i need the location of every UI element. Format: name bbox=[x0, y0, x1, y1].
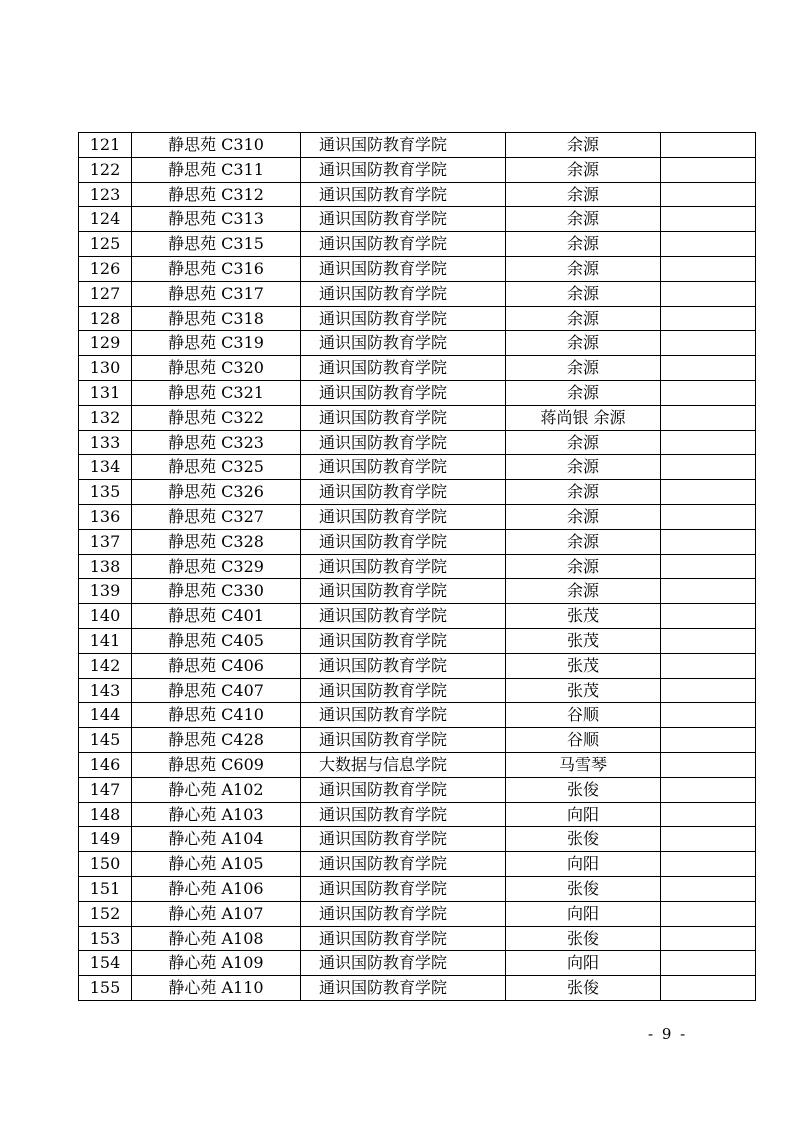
cell-note bbox=[661, 604, 756, 629]
cell-college: 通识国防教育学院 bbox=[301, 554, 506, 579]
cell-room: 静心苑 A107 bbox=[132, 901, 301, 926]
cell-person: 余源 bbox=[506, 306, 661, 331]
cell-room: 静心苑 A109 bbox=[132, 951, 301, 976]
table-row bbox=[79, 579, 756, 604]
cell-note bbox=[661, 529, 756, 554]
cell-note bbox=[661, 281, 756, 306]
cell-college: 通识国防教育学院 bbox=[301, 876, 506, 901]
cell-room: 静思苑 C329 bbox=[132, 554, 301, 579]
table-row bbox=[79, 876, 756, 901]
cell-person: 向阳 bbox=[506, 852, 661, 877]
table-row bbox=[79, 604, 756, 629]
table-row bbox=[79, 703, 756, 728]
cell-number: 132 bbox=[79, 405, 132, 430]
cell-college: 通识国防教育学院 bbox=[301, 306, 506, 331]
cell-number: 133 bbox=[79, 430, 132, 455]
cell-note bbox=[661, 653, 756, 678]
cell-number: 137 bbox=[79, 529, 132, 554]
cell-number: 127 bbox=[79, 281, 132, 306]
cell-college: 通识国防教育学院 bbox=[301, 901, 506, 926]
cell-room: 静思苑 C327 bbox=[132, 504, 301, 529]
cell-person: 余源 bbox=[506, 256, 661, 281]
cell-number: 151 bbox=[79, 876, 132, 901]
cell-college: 通识国防教育学院 bbox=[301, 405, 506, 430]
cell-room: 静思苑 C410 bbox=[132, 703, 301, 728]
table-row bbox=[79, 281, 756, 306]
cell-person: 向阳 bbox=[506, 901, 661, 926]
cell-note bbox=[661, 455, 756, 480]
cell-room: 静思苑 C315 bbox=[132, 232, 301, 257]
table-row bbox=[79, 405, 756, 430]
cell-number: 123 bbox=[79, 182, 132, 207]
cell-room: 静思苑 C310 bbox=[132, 133, 301, 158]
cell-number: 135 bbox=[79, 480, 132, 505]
cell-note bbox=[661, 157, 756, 182]
cell-person: 向阳 bbox=[506, 951, 661, 976]
cell-person: 余源 bbox=[506, 281, 661, 306]
cell-number: 141 bbox=[79, 628, 132, 653]
cell-room: 静心苑 A103 bbox=[132, 802, 301, 827]
cell-note bbox=[661, 480, 756, 505]
cell-college: 通识国防教育学院 bbox=[301, 802, 506, 827]
cell-number: 129 bbox=[79, 331, 132, 356]
table-row bbox=[79, 926, 756, 951]
cell-person: 余源 bbox=[506, 182, 661, 207]
cell-college: 通识国防教育学院 bbox=[301, 480, 506, 505]
cell-room: 静思苑 C609 bbox=[132, 752, 301, 777]
cell-person: 张俊 bbox=[506, 926, 661, 951]
cell-note bbox=[661, 182, 756, 207]
cell-college: 通识国防教育学院 bbox=[301, 133, 506, 158]
table-row bbox=[79, 380, 756, 405]
cell-note bbox=[661, 554, 756, 579]
cell-college: 通识国防教育学院 bbox=[301, 281, 506, 306]
cell-person: 余源 bbox=[506, 331, 661, 356]
cell-number: 128 bbox=[79, 306, 132, 331]
cell-college: 通识国防教育学院 bbox=[301, 455, 506, 480]
cell-note bbox=[661, 256, 756, 281]
cell-college: 通识国防教育学院 bbox=[301, 852, 506, 877]
cell-number: 124 bbox=[79, 207, 132, 232]
cell-person: 余源 bbox=[506, 430, 661, 455]
cell-college: 通识国防教育学院 bbox=[301, 529, 506, 554]
cell-room: 静思苑 C401 bbox=[132, 604, 301, 629]
table-row bbox=[79, 306, 756, 331]
table-row bbox=[79, 752, 756, 777]
table-row bbox=[79, 827, 756, 852]
cell-number: 144 bbox=[79, 703, 132, 728]
cell-number: 131 bbox=[79, 380, 132, 405]
cell-room: 静思苑 C316 bbox=[132, 256, 301, 281]
cell-room: 静思苑 C317 bbox=[132, 281, 301, 306]
cell-person: 余源 bbox=[506, 356, 661, 381]
cell-number: 155 bbox=[79, 976, 132, 1001]
cell-college: 通识国防教育学院 bbox=[301, 504, 506, 529]
cell-room: 静思苑 C323 bbox=[132, 430, 301, 455]
cell-person: 张茂 bbox=[506, 628, 661, 653]
cell-note bbox=[661, 579, 756, 604]
cell-note bbox=[661, 430, 756, 455]
cell-person: 余源 bbox=[506, 380, 661, 405]
cell-college: 通识国防教育学院 bbox=[301, 653, 506, 678]
table-row bbox=[79, 207, 756, 232]
cell-note bbox=[661, 728, 756, 753]
cell-room: 静思苑 C319 bbox=[132, 331, 301, 356]
page-number: - 9 - bbox=[648, 1025, 688, 1043]
table-row bbox=[79, 232, 756, 257]
table-row bbox=[79, 133, 756, 158]
cell-person: 张俊 bbox=[506, 777, 661, 802]
cell-college: 通识国防教育学院 bbox=[301, 926, 506, 951]
cell-person: 余源 bbox=[506, 207, 661, 232]
cell-person: 蒋尚银 余源 bbox=[506, 405, 661, 430]
table-row bbox=[79, 976, 756, 1001]
table-row bbox=[79, 653, 756, 678]
table-row bbox=[79, 455, 756, 480]
cell-college: 通识国防教育学院 bbox=[301, 157, 506, 182]
cell-college: 通识国防教育学院 bbox=[301, 232, 506, 257]
cell-room: 静思苑 C406 bbox=[132, 653, 301, 678]
cell-person: 马雪琴 bbox=[506, 752, 661, 777]
cell-person: 张茂 bbox=[506, 678, 661, 703]
cell-number: 130 bbox=[79, 356, 132, 381]
cell-number: 121 bbox=[79, 133, 132, 158]
cell-note bbox=[661, 876, 756, 901]
cell-room: 静思苑 C325 bbox=[132, 455, 301, 480]
cell-room: 静思苑 C311 bbox=[132, 157, 301, 182]
table-row bbox=[79, 529, 756, 554]
cell-note bbox=[661, 380, 756, 405]
table-body bbox=[79, 133, 756, 1001]
table-row bbox=[79, 678, 756, 703]
cell-room: 静思苑 C321 bbox=[132, 380, 301, 405]
cell-note bbox=[661, 901, 756, 926]
cell-room: 静心苑 A105 bbox=[132, 852, 301, 877]
cell-college: 通识国防教育学院 bbox=[301, 256, 506, 281]
cell-note bbox=[661, 752, 756, 777]
cell-room: 静思苑 C405 bbox=[132, 628, 301, 653]
cell-number: 148 bbox=[79, 802, 132, 827]
cell-person: 余源 bbox=[506, 133, 661, 158]
table-row bbox=[79, 157, 756, 182]
table-row bbox=[79, 852, 756, 877]
dormitory-table bbox=[78, 132, 756, 1001]
cell-college: 通识国防教育学院 bbox=[301, 182, 506, 207]
cell-person: 张俊 bbox=[506, 876, 661, 901]
cell-person: 张俊 bbox=[506, 827, 661, 852]
cell-person: 张茂 bbox=[506, 653, 661, 678]
table-row bbox=[79, 951, 756, 976]
cell-room: 静思苑 C312 bbox=[132, 182, 301, 207]
table-row bbox=[79, 777, 756, 802]
cell-note bbox=[661, 951, 756, 976]
cell-room: 静心苑 A110 bbox=[132, 976, 301, 1001]
cell-room: 静思苑 C330 bbox=[132, 579, 301, 604]
table-row bbox=[79, 802, 756, 827]
table-row bbox=[79, 430, 756, 455]
cell-note bbox=[661, 678, 756, 703]
cell-note bbox=[661, 802, 756, 827]
cell-college: 通识国防教育学院 bbox=[301, 827, 506, 852]
cell-room: 静心苑 A104 bbox=[132, 827, 301, 852]
cell-college: 通识国防教育学院 bbox=[301, 430, 506, 455]
cell-person: 张俊 bbox=[506, 976, 661, 1001]
cell-number: 138 bbox=[79, 554, 132, 579]
cell-number: 150 bbox=[79, 852, 132, 877]
cell-person: 向阳 bbox=[506, 802, 661, 827]
table-row bbox=[79, 356, 756, 381]
cell-room: 静思苑 C320 bbox=[132, 356, 301, 381]
cell-room: 静思苑 C428 bbox=[132, 728, 301, 753]
cell-person: 余源 bbox=[506, 554, 661, 579]
cell-note bbox=[661, 356, 756, 381]
cell-room: 静思苑 C313 bbox=[132, 207, 301, 232]
cell-college: 通识国防教育学院 bbox=[301, 777, 506, 802]
cell-college: 通识国防教育学院 bbox=[301, 678, 506, 703]
cell-person: 张茂 bbox=[506, 604, 661, 629]
cell-person: 余源 bbox=[506, 529, 661, 554]
cell-number: 134 bbox=[79, 455, 132, 480]
cell-note bbox=[661, 133, 756, 158]
cell-college: 通识国防教育学院 bbox=[301, 380, 506, 405]
cell-college: 通识国防教育学院 bbox=[301, 207, 506, 232]
cell-note bbox=[661, 628, 756, 653]
cell-note bbox=[661, 926, 756, 951]
cell-number: 125 bbox=[79, 232, 132, 257]
table-row bbox=[79, 256, 756, 281]
cell-college: 大数据与信息学院 bbox=[301, 752, 506, 777]
cell-note bbox=[661, 827, 756, 852]
cell-college: 通识国防教育学院 bbox=[301, 604, 506, 629]
cell-note bbox=[661, 331, 756, 356]
table-row bbox=[79, 504, 756, 529]
table-row bbox=[79, 331, 756, 356]
cell-college: 通识国防教育学院 bbox=[301, 976, 506, 1001]
table-row bbox=[79, 628, 756, 653]
cell-number: 140 bbox=[79, 604, 132, 629]
cell-number: 122 bbox=[79, 157, 132, 182]
cell-college: 通识国防教育学院 bbox=[301, 579, 506, 604]
cell-person: 余源 bbox=[506, 579, 661, 604]
cell-number: 126 bbox=[79, 256, 132, 281]
cell-number: 139 bbox=[79, 579, 132, 604]
table-row bbox=[79, 480, 756, 505]
cell-number: 145 bbox=[79, 728, 132, 753]
cell-note bbox=[661, 405, 756, 430]
cell-note bbox=[661, 852, 756, 877]
cell-person: 余源 bbox=[506, 455, 661, 480]
cell-note bbox=[661, 306, 756, 331]
cell-number: 147 bbox=[79, 777, 132, 802]
table-row bbox=[79, 728, 756, 753]
cell-note bbox=[661, 703, 756, 728]
cell-room: 静思苑 C328 bbox=[132, 529, 301, 554]
table-row bbox=[79, 901, 756, 926]
cell-room: 静思苑 C326 bbox=[132, 480, 301, 505]
cell-person: 谷顺 bbox=[506, 703, 661, 728]
cell-room: 静思苑 C322 bbox=[132, 405, 301, 430]
cell-room: 静思苑 C318 bbox=[132, 306, 301, 331]
cell-number: 136 bbox=[79, 504, 132, 529]
cell-room: 静思苑 C407 bbox=[132, 678, 301, 703]
cell-number: 154 bbox=[79, 951, 132, 976]
cell-person: 余源 bbox=[506, 157, 661, 182]
cell-person: 余源 bbox=[506, 504, 661, 529]
cell-note bbox=[661, 207, 756, 232]
cell-number: 142 bbox=[79, 653, 132, 678]
cell-college: 通识国防教育学院 bbox=[301, 728, 506, 753]
cell-person: 谷顺 bbox=[506, 728, 661, 753]
cell-person: 余源 bbox=[506, 232, 661, 257]
cell-college: 通识国防教育学院 bbox=[301, 628, 506, 653]
cell-number: 152 bbox=[79, 901, 132, 926]
cell-person: 余源 bbox=[506, 480, 661, 505]
cell-number: 143 bbox=[79, 678, 132, 703]
cell-room: 静心苑 A102 bbox=[132, 777, 301, 802]
cell-college: 通识国防教育学院 bbox=[301, 951, 506, 976]
table-row bbox=[79, 554, 756, 579]
cell-note bbox=[661, 976, 756, 1001]
cell-note bbox=[661, 777, 756, 802]
cell-number: 153 bbox=[79, 926, 132, 951]
cell-number: 146 bbox=[79, 752, 132, 777]
cell-note bbox=[661, 232, 756, 257]
cell-room: 静心苑 A108 bbox=[132, 926, 301, 951]
cell-college: 通识国防教育学院 bbox=[301, 356, 506, 381]
table-row bbox=[79, 182, 756, 207]
cell-room: 静心苑 A106 bbox=[132, 876, 301, 901]
cell-number: 149 bbox=[79, 827, 132, 852]
cell-college: 通识国防教育学院 bbox=[301, 331, 506, 356]
cell-note bbox=[661, 504, 756, 529]
cell-college: 通识国防教育学院 bbox=[301, 703, 506, 728]
